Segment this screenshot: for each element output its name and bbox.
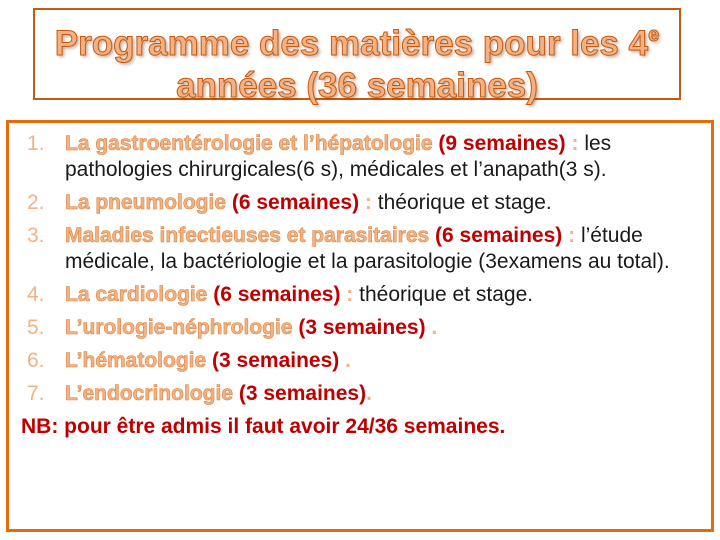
item-topic: La gastroentérologie et l’hépatologie [65,132,433,155]
page-title [35,10,679,107]
item-separator: : [340,283,360,306]
item-topic: L’hématologie [65,349,207,372]
nb-note: NB: pour être admis il faut avoir 24/36 semaines. [21,415,506,438]
item-number: 3. [27,224,45,247]
item-weeks: (9 semaines) [438,132,566,155]
title-superscript: e [648,24,660,46]
list-item [19,315,697,341]
title-line1: Programme des matières pour les 4 [54,24,649,63]
list-item [19,282,697,308]
item-weeks: (3 semaines) [298,316,426,339]
item-weeks: (3 semaines) [212,349,340,372]
item-weeks: (6 semaines) [213,283,341,306]
item-number: 7. [27,382,45,405]
item-topic: La cardiologie [65,283,208,306]
item-topic: L’urologie-néphrologie [65,316,293,339]
item-separator: : [359,191,378,214]
item-number: 6. [27,349,45,372]
title-box [33,8,681,105]
list-item [19,190,697,216]
item-weeks: (3 semaines) [238,382,367,405]
list-item [19,348,697,374]
item-description: les pathologies chirurgicales(6 s), médicales et l’anapath(3 s). [65,132,612,181]
subject-list [19,131,697,407]
item-separator: . [425,316,438,339]
item-topic: Maladies infectieuses et parasitaires [65,224,430,247]
item-separator: : [565,132,585,155]
item-separator: : [562,224,581,247]
item-number: 1. [27,132,45,155]
item-separator: . [366,382,372,405]
list-item [19,131,697,183]
item-weeks: (6 semaines) [435,224,563,247]
content-box [6,120,714,532]
item-number: 5. [27,316,45,339]
item-separator: . [339,349,351,372]
item-description: théorique et stage. [359,283,534,306]
item-topic: La pneumologie [65,191,227,214]
item-topic: L’endocrinologie [65,382,234,405]
list-item [19,223,697,275]
item-weeks: (6 semaines) [231,191,360,214]
item-number: 2. [27,191,45,214]
item-number: 4. [27,283,45,306]
title-line2: années (36 semaines) [176,66,538,105]
item-description: l’étude médicale, la bactériologie et la parasitologie (3examens au total). [65,224,670,273]
list-item [19,381,697,407]
item-description: théorique et stage. [377,191,552,214]
